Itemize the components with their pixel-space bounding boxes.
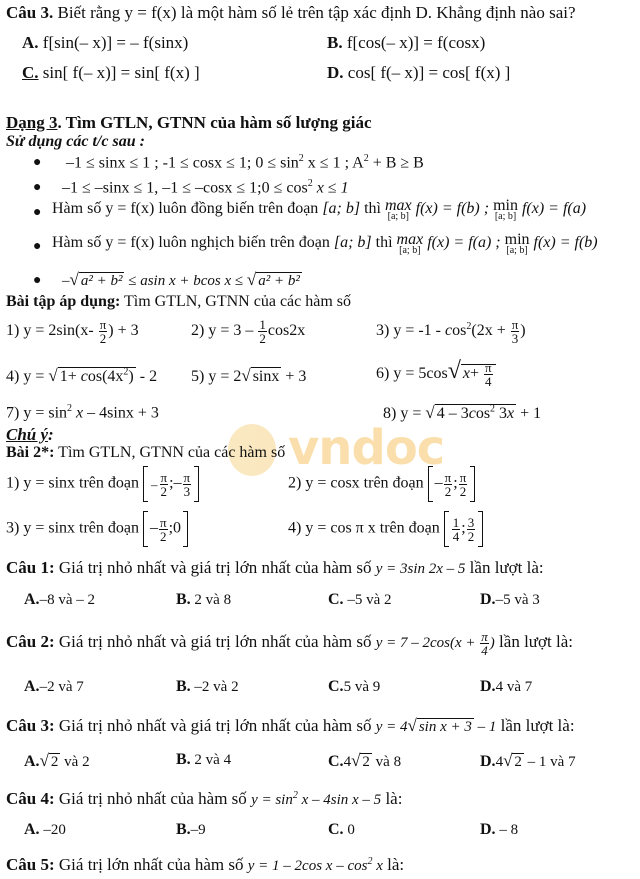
question-text: Biết rằng y = f(x) là một hàm số lẻ trên tập xác định D. Khẳng định nào sai? bbox=[57, 3, 576, 22]
exercise-3: 3) $y = -1 - \cos^2(2x$ + $\frac{\pi}{3}$ ) bbox=[376, 317, 526, 346]
bullet-4: Hàm số y = f(x) luôn nghịch biến trên đoạn [a; b] thì max [a; b] f(x) = f(a) ; min [a; b] f(x) = f(b) bbox=[52, 231, 598, 256]
bullet-icon: ● bbox=[33, 155, 42, 170]
q4-option-a[interactable]: A. –20 bbox=[24, 821, 66, 838]
option-key: A. bbox=[22, 33, 39, 52]
bullet-icon: ● bbox=[33, 180, 42, 195]
bullet-5: –√ a² + b² ≤ asin x + bcos x ≤ √ a² + b² bbox=[62, 270, 300, 289]
q3-option-d[interactable]: D.4√ 2 – 1 và 7 bbox=[480, 751, 576, 770]
option-key: D. bbox=[327, 63, 344, 82]
q3-option-c[interactable]: C.4√ 2 và 8 bbox=[328, 751, 402, 770]
bai2-item-1: 1) y = sinx trên đoạn – $\frac{\pi}{2}$ ;– $\frac{\pi}{3}$ bbox=[6, 466, 199, 502]
option-c-correct[interactable] bbox=[22, 63, 200, 83]
q2-option-a[interactable]: A.–2 và 7 bbox=[24, 678, 84, 695]
q2-option-b[interactable]: B. –2 và 2 bbox=[176, 678, 239, 695]
option-key: B. bbox=[327, 33, 343, 52]
q1-option-b[interactable]: B. 2 và 8 bbox=[176, 591, 232, 608]
exercise-7: 7) $y = \sin^2 x - 4\sin x + 3$ bbox=[6, 403, 159, 422]
q3-option-a[interactable]: A.√ 2 và 2 bbox=[24, 751, 90, 770]
bai2-item-2: 2) y = cosx trên đoạn – $\frac{\pi}{2}$ ; $\frac{\pi}{2}$ bbox=[288, 466, 475, 502]
q4-option-c[interactable]: C. 0 bbox=[328, 821, 355, 838]
exercise-heading: Bài tập áp dụng: Tìm GTLN, GTNN của các hàm số bbox=[6, 293, 352, 310]
section-title-rest: . Tìm GTLN, GTNN của hàm số lượng giác bbox=[57, 113, 372, 132]
exercise-4: 4) y = √ $1+ \cos(4x^2) - 2$ bbox=[6, 366, 158, 385]
option-text: cos[ f(– x)] = cos[ f(x) ] bbox=[347, 63, 511, 82]
bullet-1: –1 ≤ sinx ≤ 1 ; -1 ≤ cosx ≤ 1; $0 \le \sin^2 x \le 1$ ; $A^2 + B \ge B$ bbox=[66, 153, 424, 172]
option-key: C. bbox=[22, 63, 39, 82]
question-cau3-top bbox=[6, 3, 576, 23]
option-b[interactable] bbox=[327, 33, 485, 53]
bullet-2: –1 ≤ –sinx ≤ 1, –1 ≤ –cosx ≤ 1;0 ≤ $\cos^2 x \le 1$ bbox=[62, 178, 349, 197]
q2-option-d[interactable]: D.4 và 7 bbox=[480, 678, 533, 695]
section-title-prefix: Dạng 3 bbox=[6, 113, 58, 132]
section-subtitle: Sử dụng các t/c sau : bbox=[6, 133, 145, 150]
bullet-icon: ● bbox=[33, 205, 42, 220]
exercise-5: 5) y = 2√ sinx + 3 bbox=[191, 366, 307, 385]
question-label: Câu 3. bbox=[6, 3, 54, 22]
note-heading: Chú ý: bbox=[6, 425, 54, 444]
bai2-item-4: 4) y = cos π x trên đoạn $\frac{1}{4}$ ; $\frac{3}{2}$ bbox=[288, 511, 483, 547]
option-text: f[sin(– x)] = – f(sinx) bbox=[42, 33, 189, 52]
question-5: Câu 5: Giá trị lớn nhất của hàm số y = 1 – 2cos x – $\cos^2 x$ là: bbox=[6, 855, 405, 874]
question-4: Câu 4: Giá trị nhỏ nhất của hàm số $y = \sin^2 x - 4\sin$ x – 5 là: bbox=[6, 789, 403, 808]
q2-option-c[interactable]: C.5 và 9 bbox=[328, 678, 381, 695]
option-text: sin[ f(– x)] = sin[ f(x) ] bbox=[42, 63, 200, 82]
question-3: Câu 3: Giá trị nhỏ nhất và giá trị lớn nhất của hàm số y = 4√ sin x + 3 – 1 lần lượt là: bbox=[6, 716, 575, 735]
bai2-heading: Bài 2*: Tìm GTLN, GTNN của các hàm số bbox=[6, 444, 286, 461]
q1-option-c[interactable]: C. –5 và 2 bbox=[328, 591, 392, 608]
q1-option-a[interactable]: A.–8 và – 2 bbox=[24, 591, 95, 608]
q3-option-b[interactable]: B. 2 và 4 bbox=[176, 751, 232, 768]
bai2-item-3: 3) y = sinx trên đoạn – $\frac{\pi}{2}$ ;0 bbox=[6, 511, 188, 547]
option-d[interactable] bbox=[327, 63, 510, 83]
q1-option-d[interactable]: D.–5 và 3 bbox=[480, 591, 540, 608]
q4-option-b[interactable]: B.–9 bbox=[176, 821, 206, 838]
bullet-icon: ● bbox=[33, 273, 42, 288]
bullet-icon: ● bbox=[33, 239, 42, 254]
question-2: Câu 2: Giá trị nhỏ nhất và giá trị lớn nhất của hàm số y = 7 – 2cos(x + $\frac{\pi}{4}$ ) lần lượt là: bbox=[6, 629, 573, 658]
exercise-2: 2) y = 3 – $\frac{1}{2}$ cos2x bbox=[191, 317, 306, 346]
exercise-8: 8) y = √ $4 - 3\cos^2$ 3x + 1 bbox=[383, 403, 542, 422]
question-1: Câu 1: Giá trị nhỏ nhất và giá trị lớn nhất của hàm số y = 3sin 2x – 5 lần lượt là: bbox=[6, 558, 544, 577]
exercise-6: 6) y = 5cos√ x+ $\frac{\pi}{4}$ bbox=[376, 358, 496, 388]
option-a[interactable] bbox=[22, 33, 188, 53]
q4-option-d[interactable]: D. – 8 bbox=[480, 821, 519, 838]
option-text: f[cos(– x)] = f(cosx) bbox=[346, 33, 486, 52]
exercise-1: 1) y = 2sin(x- $\frac{\pi}{2}$ ) + 3 bbox=[6, 317, 139, 346]
watermark-text: vndoc bbox=[288, 420, 445, 476]
section-title bbox=[6, 113, 372, 133]
bullet-3: Hàm số y = f(x) luôn đồng biến trên đoạn [a; b] thì max [a; b] f(x) = f(b) ; min [a; b] f(x) = f(a) bbox=[52, 197, 587, 222]
